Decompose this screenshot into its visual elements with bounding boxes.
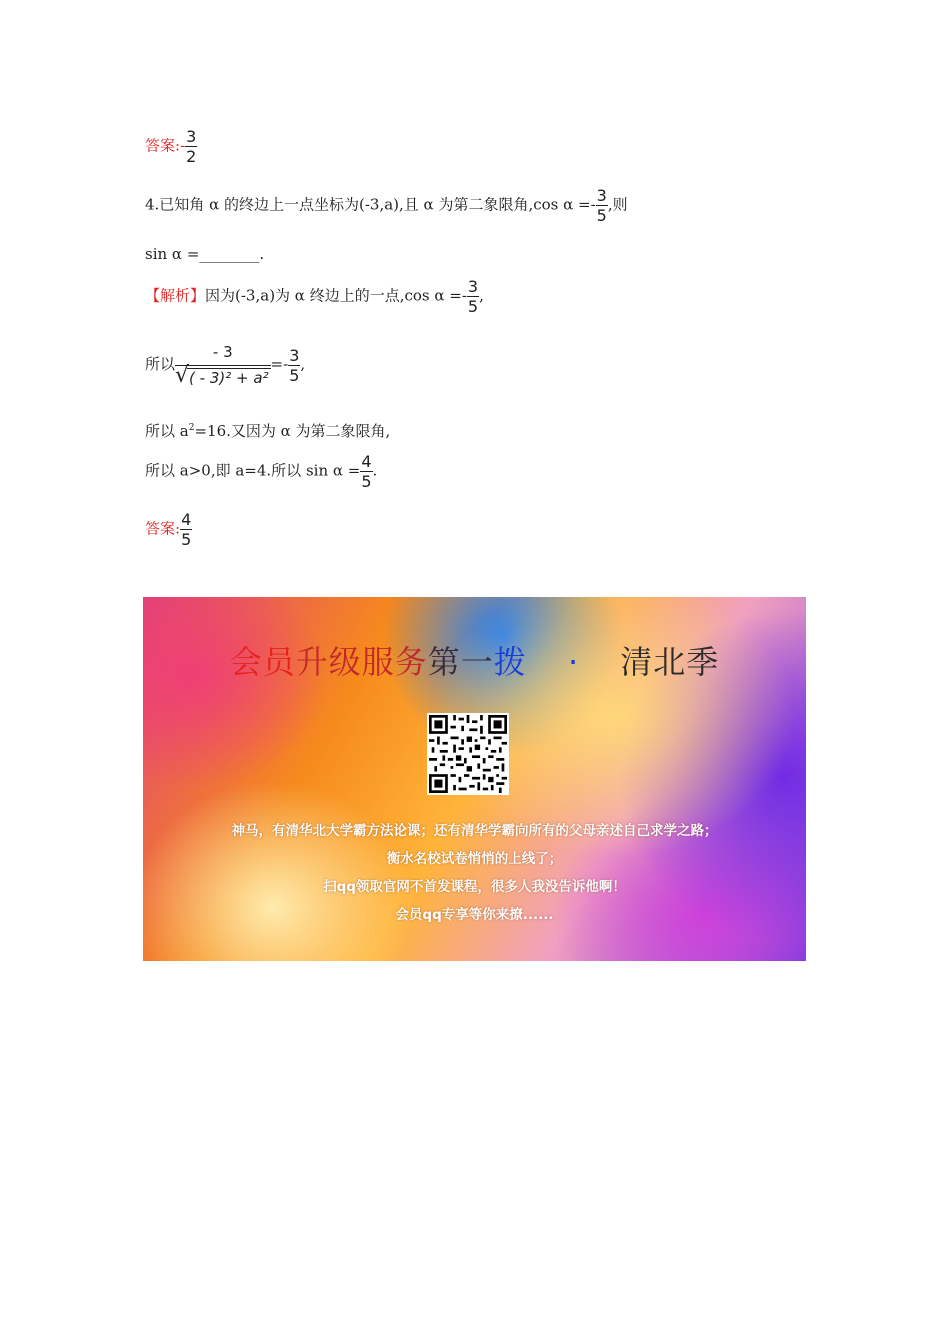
fraction-numerator: 4 [361,452,372,471]
qr-code[interactable] [427,713,509,795]
answer-line-1 [145,127,197,166]
radicand: ( - 3)² + a² [189,369,269,387]
banner-line-4: 会员qq专享等你来撩...... [395,907,554,923]
step-3-fraction [360,452,372,491]
sqrt-fraction-numerator: - 3 [212,343,233,361]
title-segment-darkred: 升级服务 [295,643,428,681]
question-4-line-2: sin α =________. [145,245,265,263]
title-segment-dark: 第一 [427,643,494,681]
banner-title-main [230,643,527,681]
sqrt-expression [175,363,271,388]
banner-line-3: 扫qq领取官网不首发课程，很多人我没告诉他啊！ [323,879,626,895]
sqrt-fraction-denominator [175,365,271,388]
fraction-denominator: 5 [289,365,300,385]
fraction-denominator: 5 [467,297,479,316]
answer-sign: - [180,136,186,155]
step-3-text-end: . [372,461,378,480]
banner-line-2: 衡水名校试卷悄悄的上线了； [386,851,563,867]
step-2-text: 所以 a [145,422,189,440]
answer-label: 答案: [145,136,181,155]
question-4-line-1 [145,186,628,225]
fraction-numerator: 3 [186,127,197,146]
banner-title-secondary: 清北季 [620,643,720,681]
question-4-text-end: ,则 [607,195,628,214]
analysis-text: 因为(-3,a)为 α 终边上的一点,cos α =- [205,286,467,305]
title-segment-red: 会员 [229,643,296,681]
fraction-numerator: 4 [181,510,192,529]
fraction-numerator: 3 [596,186,607,205]
title-separator: · [567,643,580,681]
analysis-tag: 【解析】 [145,286,206,305]
banner-title [143,637,806,683]
step-2-text-end: =16.又因为 α 为第二象限角, [194,422,391,440]
answer-fraction [180,510,192,549]
fraction-denominator: 5 [596,206,607,225]
step-1-prefix: 所以 [145,355,176,373]
answer-label: 答案: [145,519,181,538]
step-2-line [145,418,390,441]
banner-line-1: 神马，有清华北大学霸方法论课；还有清华学霸向所有的父母亲述自己求学之路； [231,823,718,839]
fraction-numerator: 3 [467,277,479,296]
fraction-denominator: 5 [181,530,192,549]
question-4-text: 4.已知角 α 的终边上一点坐标为(-3,a),且 α 为第二象限角,cos α =- [145,195,596,214]
step-1-suffix: , [300,355,306,373]
step-1-fraction [288,346,300,385]
step-1-line [145,342,305,388]
exponent: 2 [188,423,195,433]
fraction-denominator: 5 [361,472,372,491]
step-3-line [145,452,377,491]
answer-line-2 [145,510,192,549]
qr-code-icon [429,715,507,793]
step-1-equals: =- [270,355,289,373]
answer-fraction [185,127,197,166]
step-3-text: 所以 a>0,即 a=4.所以 sin α = [145,461,361,480]
fraction-numerator: 3 [289,345,300,365]
radical-sign: √ [175,363,190,388]
promo-banner[interactable] [143,597,806,961]
question-4-fraction [596,186,608,225]
sqrt-fraction [175,342,271,388]
analysis-fraction [467,277,479,316]
analysis-text-end: , [479,286,484,305]
fraction-denominator: 2 [186,147,197,166]
analysis-line [145,277,484,316]
title-segment-blue: 拨 [493,643,527,681]
